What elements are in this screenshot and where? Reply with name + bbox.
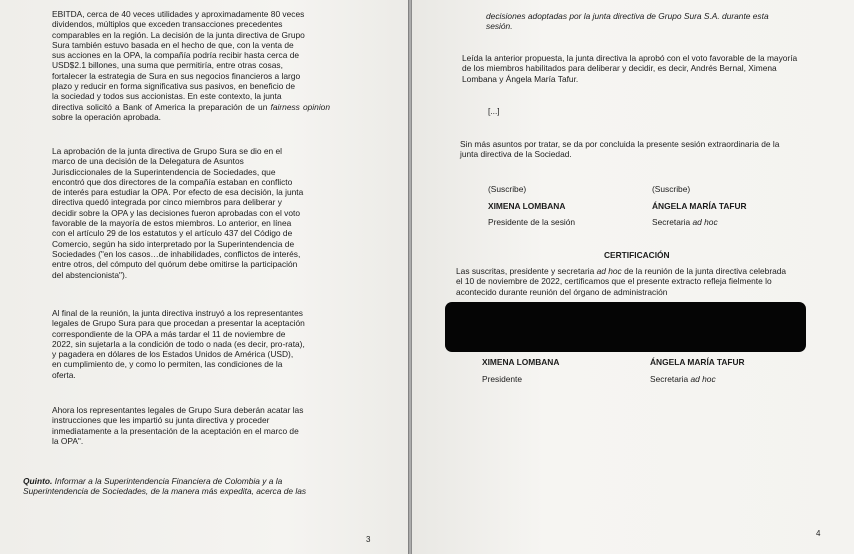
- sig2-suscribe: (Suscribe): [652, 184, 691, 194]
- page-number-3: 3: [366, 535, 371, 544]
- sig1-role: Presidente de la sesión: [488, 217, 576, 227]
- sig2-role: [652, 217, 718, 227]
- paragraph-ebitda-text: EBITDA, cerca de 40 veces utilidades y aproximadamente 80 veces dividendos, múltiplos que exceden transacciones precedentes comparables en la región. La decisión de la junta directiva de Grupo Sura también estuvo basada en el hecho de que, con la venta de sus acciones en la OPA, la compañía podría recibir hasta cerca de USD$2.1 billones, una suma que permitiría, entre otras cosas, fortalecer la estrategia de Sura en sus negocios financieros a largo plazo y reducir en forma significativa sus pasivos, en beneficio de la sociedad y todos sus accionistas. En este contexto, la junta directiva solicitó a Bank of America la preparación de un: [52, 9, 305, 112]
- paragraph-closing: Sin más asuntos por tratar, se da por concluida la presente sesión extraordinaria de la junta directiva de la Sociedad.: [460, 139, 780, 160]
- document-page-4: [412, 0, 854, 554]
- cert-pre: Las suscritas, presidente y secretaria: [456, 266, 595, 276]
- sig3-role: Presidente: [482, 374, 523, 384]
- paragraph-approval: Leída la anterior propuesta, la junta directiva la aprobó con el voto favorable de la mayoría de los miembros habilitados para deliberar y decidir, es decir, Andrés Bernal, Ximena Lombana y Ángela María Tafur.: [462, 53, 798, 84]
- redaction-block: [445, 302, 806, 352]
- ellipsis-marker: [...]: [488, 106, 500, 116]
- paragraph-aprobacion: La aprobación de la junta directiva de Grupo Sura se dio en el marco de una decisión de la Delegatura de Asuntos Jurisdiccionales de la Superintendencia de Sociedades, que encontró que dos directores de la compañía estaban en conflicto de interés para estudiar la OPA. Por efecto de esa decisión, la junta directiva quedó integrada por cinco miembros para deliberar y decidir sobre la OPA y las decisiones fueron aprobadas con el voto favorable de la mayoría de estos miembros. Lo anterior, en línea con el artículo 29 de los estatutos y el artículo 437 del Código de Comercio, según ha sido interpretado por la Superintendencia de Sociedades ("en los casos…de inhabilidades, conflictos de interés, entre otros, del cómputo del quórum debe omitirse la participación del abstencionista").: [52, 146, 304, 280]
- sig3-name: XIMENA LOMBANA: [482, 357, 560, 367]
- paragraph-representantes: Ahora los representantes legales de Grupo Sura deberán acatar las instrucciones que les impartió su junta directiva y proceder inmediatamente a la presentación de la aceptación en el marco de la OPA".: [52, 405, 304, 446]
- sig4-name: ÁNGELA MARÍA TAFUR: [650, 357, 745, 367]
- sig4-role: [650, 374, 716, 384]
- sig4-role-prefix: Secretaria: [650, 374, 689, 384]
- paragraph-final-reunion: Al final de la reunión, la junta directiva instruyó a los representantes legales de Grupo Sura para que procedan a presentar la aceptación correspondiente de la OPA a más tardar el 11 de noviembre de 2022, sin sujetarla a la condición de todo o nada (es decir, pro-rata), y pagadera en dólares de los Estados Unidos de América (USD), en cumplimiento de, y como lo permiten, las condiciones de la oferta.: [52, 308, 305, 380]
- sig2-name: ÁNGELA MARÍA TAFUR: [652, 201, 747, 211]
- sig1-name: XIMENA LOMBANA: [488, 201, 566, 211]
- sig2-role-italic: ad hoc: [692, 217, 718, 227]
- quinto-text: Informar a la Superintendencia Financiera de Colombia y a la Superintendencia de Sociedades, de la manera más expedita, acerca de las: [23, 476, 307, 497]
- quinto-label: Quinto.: [23, 476, 53, 486]
- paragraph-certification: [456, 266, 828, 297]
- sig1-suscribe: (Suscribe): [488, 184, 527, 194]
- cert-italic: ad hoc: [596, 266, 622, 276]
- document-page-3: [0, 0, 408, 554]
- certification-title: CERTIFICACIÓN: [604, 250, 670, 260]
- fairness-opinion-italic: fairness opinion: [270, 101, 331, 112]
- paragraph-ebitda: [52, 9, 330, 122]
- paragraph-continuation: decisiones adoptadas por la junta directiva de Grupo Sura S.A. durante esta sesión.: [486, 11, 769, 32]
- sig4-role-italic: ad hoc: [690, 374, 716, 384]
- paragraph-quinto: [23, 476, 357, 497]
- paragraph-ebitda-end: sobre la operación aprobada.: [52, 111, 161, 122]
- page-number-4: 4: [816, 529, 821, 538]
- sig2-role-prefix: Secretaria: [652, 217, 691, 227]
- cert-post: de la reunión de la junta directiva celebrada el 10 de noviembre de 2022, certificamos que el presente extracto refleja fielmente lo acontecido durante reunión del órgano de administración: [456, 266, 787, 297]
